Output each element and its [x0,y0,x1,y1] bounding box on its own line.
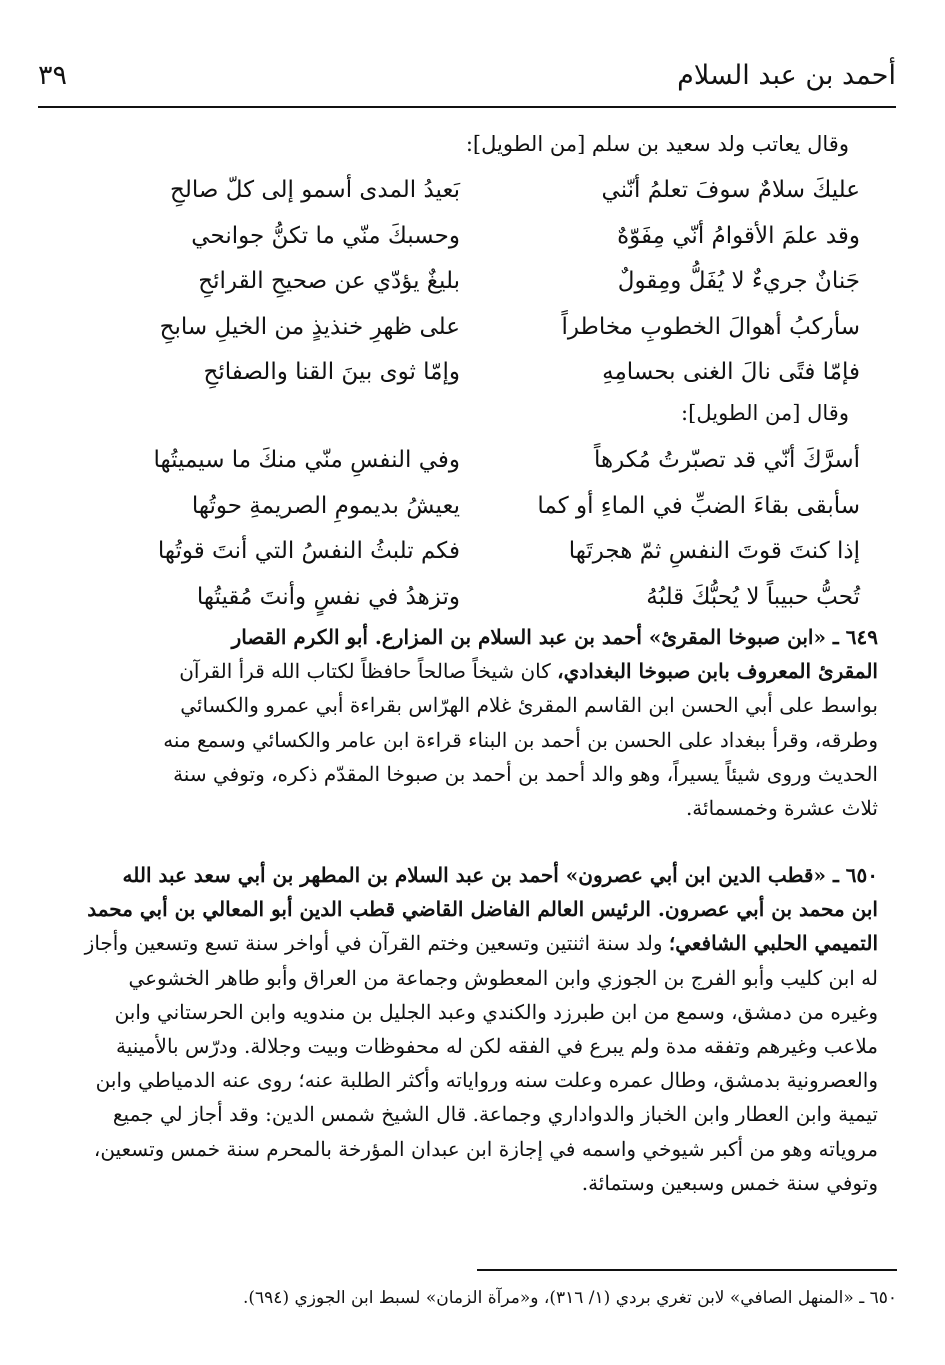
verse [60,575,860,621]
entry-text: ولد سنة اثنتين وتسعين وختم القرآن في أواخر سنة تسع وتسعين وأجاز [84,931,669,956]
verse-second-hemistich: وحسبكَ منّي ما تكنُّ جوانحي [191,222,460,249]
entry-text: بواسط على أبي الحسن ابن القاسم المقرئ غلام الهرّاس بقراءة أبي عمرو والكسائي [180,693,878,718]
running-head [38,56,896,100]
footnote: ٦٥٠ ـ «المنهل الصافي» لابن تغري بردي (١/ ٣١٦)، و«مرآة الزمان» لسبط ابن الجوزي (٦٩٤). [242,1288,897,1308]
entry-650-line [64,1097,878,1131]
entry-text: كان شيخاً صالحاً حافظاً لكتاب الله قرأ القرآن [179,659,558,684]
verse-first-hemistich: إذا كنتَ قوتَ النفسِ ثمّ هجرتَها [568,538,860,564]
verse [60,168,860,214]
entry-text: تيمية وابن العطار وابن الخباز والدواداري وجماعة. قال الشيخ شمس الدين: وقد أجاز لي جميع [112,1102,878,1127]
verse-second-hemistich: وتزهدُ في نفسٍ وأنتَ مُقيتُها [196,583,460,610]
entry-649-line [64,757,878,791]
entry-650-line [64,926,878,960]
verse-first-hemistich: تُحبُّ حبيباً لا يُحبُّكَ قلبُهُ [646,583,860,610]
entry-heading: المقرئ المعروف بابن صبوخا البغدادي، [557,659,878,684]
entry-text: ملاعب وغيرهم وتفقه مدة ولم يبرع في الفقه لكن له محفوظات وبيت وجلالة. ودرّس بالأمينية [116,1033,878,1058]
poem-2-intro: وقال [من الطويل]: [681,401,849,425]
poem-2 [60,438,860,620]
verse-first-hemistich: أسرَّكَ أنّي قد تصبّرتُ مُكرهاً [593,447,860,473]
page-number: ٣٩ [38,60,68,91]
entry-649-line [64,791,878,825]
entry-text: وغيره من دمشق، وسمع من ابن طبرزد والكندي وعبد الجليل بن مندويه وابن الحرستاني وابن [114,999,878,1024]
entry-649-line [64,723,878,757]
verse-second-hemistich: يعيشُ بديمومِ الصريمةِ حوتُها [191,492,460,519]
verse-second-hemistich: بليغٌ يؤدّي عن صحيحِ القرائحِ [198,268,460,294]
verse-second-hemistich: وفي النفسِ منّي منكَ ما سيميتُها [153,447,460,473]
verse [60,438,860,484]
verse-first-hemistich: عليكَ سلامٌ سوفَ تعلمُ أنّني [601,177,860,203]
verse-first-hemistich: وقد علمَ الأقوامُ أنّي مِفَوّهٌ [617,222,860,249]
footnote-rule [477,1269,897,1271]
verse [60,350,860,396]
entry-650-line [64,892,878,926]
running-title: أحمد بن عبد السلام [677,60,896,91]
verse-second-hemistich: فكم تلبثُ النفسُ التي أنتَ قوتُها [157,538,460,564]
entry-650-line [64,858,878,892]
entry-text: الحديث وروى شيئاً يسيراً، وهو والد أحمد بن أحمد بن صبوخا المقدّم ذكره، وتوفي سنة [173,761,878,786]
entry-649-line [64,620,878,654]
entry-650-line [64,1132,878,1166]
verse [60,305,860,351]
verse [60,529,860,575]
header-rule [38,106,896,108]
verse-first-hemistich: فإمّا فتًى نالَ الغنى بحسامِهِ [602,359,860,385]
entry-heading: ٦٤٩ ـ «ابن صبوخا المقرئ» أحمد بن عبد السلام بن المزارع. أبو الكرم القصار [231,625,878,649]
verse-second-hemistich: بَعيدُ المدى أسمو إلى كلّ صالحِ [169,177,460,203]
entry-text: مروياته وهو من أكبر شيوخي واسمه في إجازة ابن عبدان المؤرخة بالمحرم سنة خمس وتسعين، [93,1136,878,1161]
entry-650-line [64,1063,878,1097]
verse-first-hemistich: سأركبُ أهوالَ الخطوبِ مخاطراً [561,313,860,340]
entry-heading: ٦٥٠ ـ «قطب الدين ابن أبي عصرون» أحمد بن عبد السلام بن المطهر بن أبي سعد عبد الله [122,863,878,887]
entry-649 [64,620,878,825]
entry-650-line [64,995,878,1029]
entry-text: وطرقه، وقرأ ببغداد على الحسن بن أحمد بن البناء قراءة ابن عامر والكسائي وسمع منه [163,727,878,752]
verse [60,214,860,260]
entry-650-line [64,1029,878,1063]
entry-heading: التميمي الحلبي الشافعي؛ [668,931,878,956]
entry-heading: ابن محمد بن أبي عصرون. الرئيس العالم الفاضل القاضي قطب الدين أبو المعالي بن أبي محمد [87,897,878,922]
entry-650-line [64,961,878,995]
entry-650 [64,858,878,1200]
verse-first-hemistich: جَنانٌ جريءٌ لا يُفَلُّ ومِقولٌ [617,268,860,294]
verse-second-hemistich: على ظهرِ خنذيذٍ من الخيلِ سابحِ [159,313,460,340]
entry-text: والعصرونية بدمشق، وطال عمره وعلت سنه ورواياته وأكثر الطلبة عنه؛ روى عنه الدمياطي وابن [95,1068,878,1093]
verse [60,259,860,305]
verse [60,484,860,530]
entry-649-line [64,688,878,722]
entry-650-line [64,1166,878,1200]
verse-second-hemistich: وإمّا ثوى بينَ القنا والصفائحِ [203,359,460,385]
entry-text: وتوفي سنة خمس وسبعين وستمائة. [581,1170,878,1195]
poem-1-intro: وقال يعاتب ولد سعيد بن سلم [من الطويل]: [465,132,849,156]
verse-first-hemistich: سأبقى بقاءَ الضبِّ في الماءِ أو كما [537,492,860,519]
entry-649-line [64,654,878,688]
entry-text: له ابن كليب وأبو الفرج بن الجوزي وابن المعطوش وجماعة من العراق وأبو طاهر الخشوعي [128,965,878,990]
entry-text: ثلاث عشرة وخمسمائة. [685,795,878,820]
poem-1 [60,168,860,396]
